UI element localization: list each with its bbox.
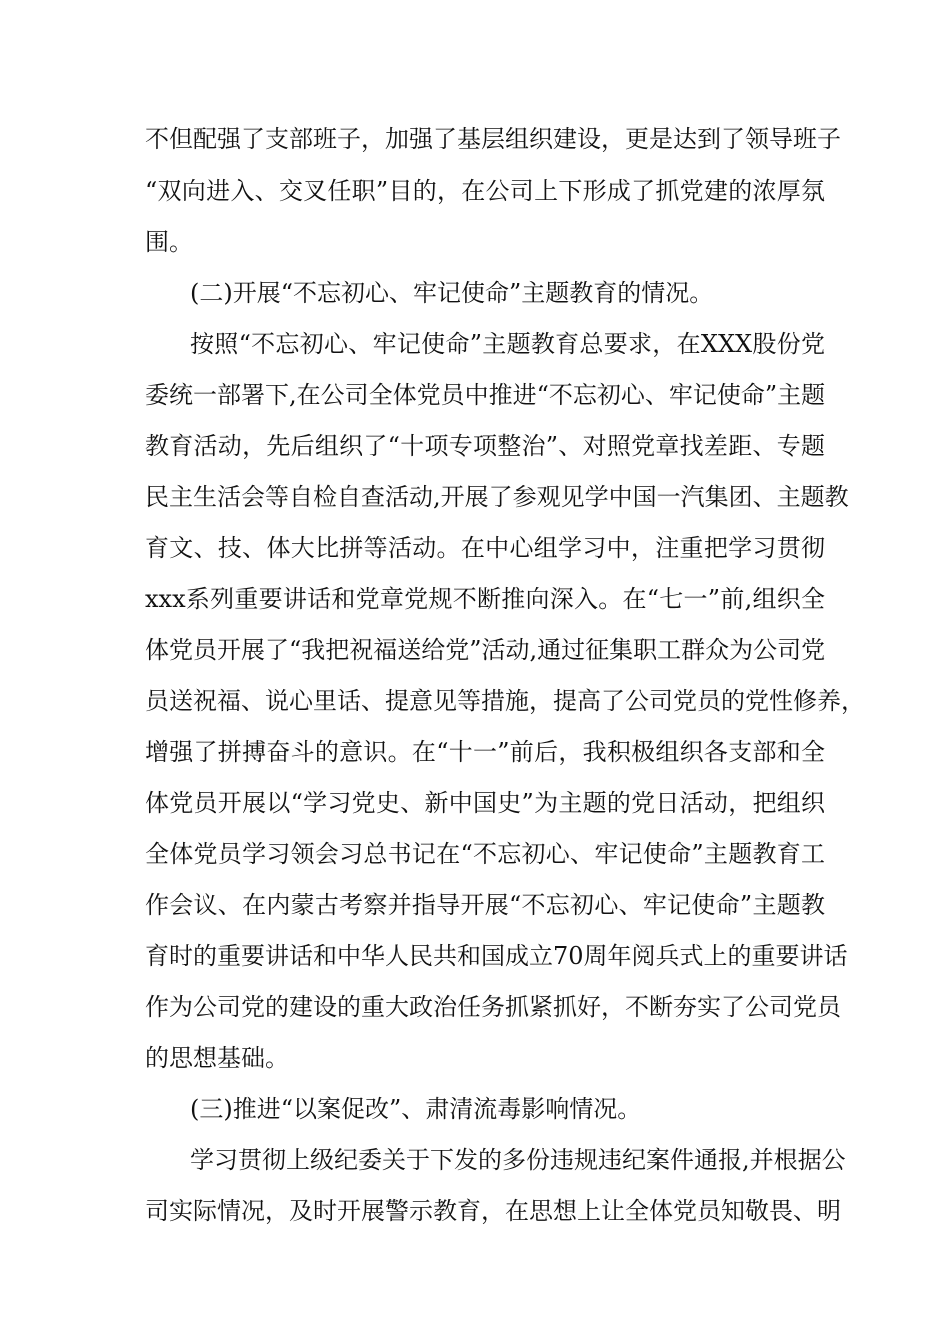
text-line-10: xxx系列重要讲话和党章党规不断推向深入。在“七一”前,组织全 (145, 585, 825, 613)
text-line-19: 的思想基础。 (145, 1044, 289, 1072)
text-line-18: 作为公司党的建设的重大政治任务抓紧抓好，不断夯实了公司党员 (145, 993, 841, 1021)
text-line-15: 全体党员学习领会习总书记在“不忘初心、牢记使命”主题教育工 (145, 840, 825, 868)
text-line-17: 育时的重要讲话和中华人民共和国成立70周年阅兵式上的重要讲话 (145, 942, 848, 970)
text-line-8: 民主生活会等自检自查活动,开展了参观见学中国一汽集团、主题教 (145, 483, 849, 511)
text-line-1: 不但配强了支部班子，加强了基层组织建设，更是达到了领导班子 (145, 125, 841, 153)
text-line-12: 员送祝福、说心里话、提意见等措施，提高了公司党员的党性修养， (145, 687, 865, 715)
text-line-13: 增强了拼搏奋斗的意识。在“十一”前后，我积极组织各支部和全 (145, 738, 825, 766)
text-line-5: 按照“不忘初心、牢记使命”主题教育总要求，在XXX股份党 (190, 330, 825, 358)
text-line-21: 学习贯彻上级纪委关于下发的多份违规违纪案件通报,并根据公 (190, 1146, 846, 1174)
section-heading-2: (二)开展“不忘初心、牢记使命”主题教育的情况。 (190, 279, 714, 307)
text-line-14: 体党员开展以“学习党史、新中国史”为主题的党日活动，把组织 (145, 789, 825, 817)
text-line-9: 育文、技、体大比拼等活动。在中心组学习中，注重把学习贯彻 (145, 534, 825, 562)
section-heading-3: (三)推进“以案促改”、肃清流毒影响情况。 (190, 1095, 642, 1123)
text-line-11: 体党员开展了“我把祝福送给党”活动,通过征集职工群众为公司党 (145, 636, 826, 664)
text-line-16: 作会议、在内蒙古考察并指导开展“不忘初心、牢记使命”主题教 (145, 891, 825, 919)
text-line-6: 委统一部署下,在公司全体党员中推进“不忘初心、牢记使命”主题 (145, 381, 826, 409)
text-line-2: “双向进入、交叉任职”目的，在公司上下形成了抓党建的浓厚氛 (145, 177, 825, 205)
text-line-22: 司实际情况，及时开展警示教育，在思想上让全体党员知敬畏、明 (145, 1197, 841, 1225)
text-line-7: 教育活动，先后组织了“十项专项整治”、对照党章找差距、专题 (145, 432, 825, 460)
text-line-3: 围。 (145, 228, 193, 256)
